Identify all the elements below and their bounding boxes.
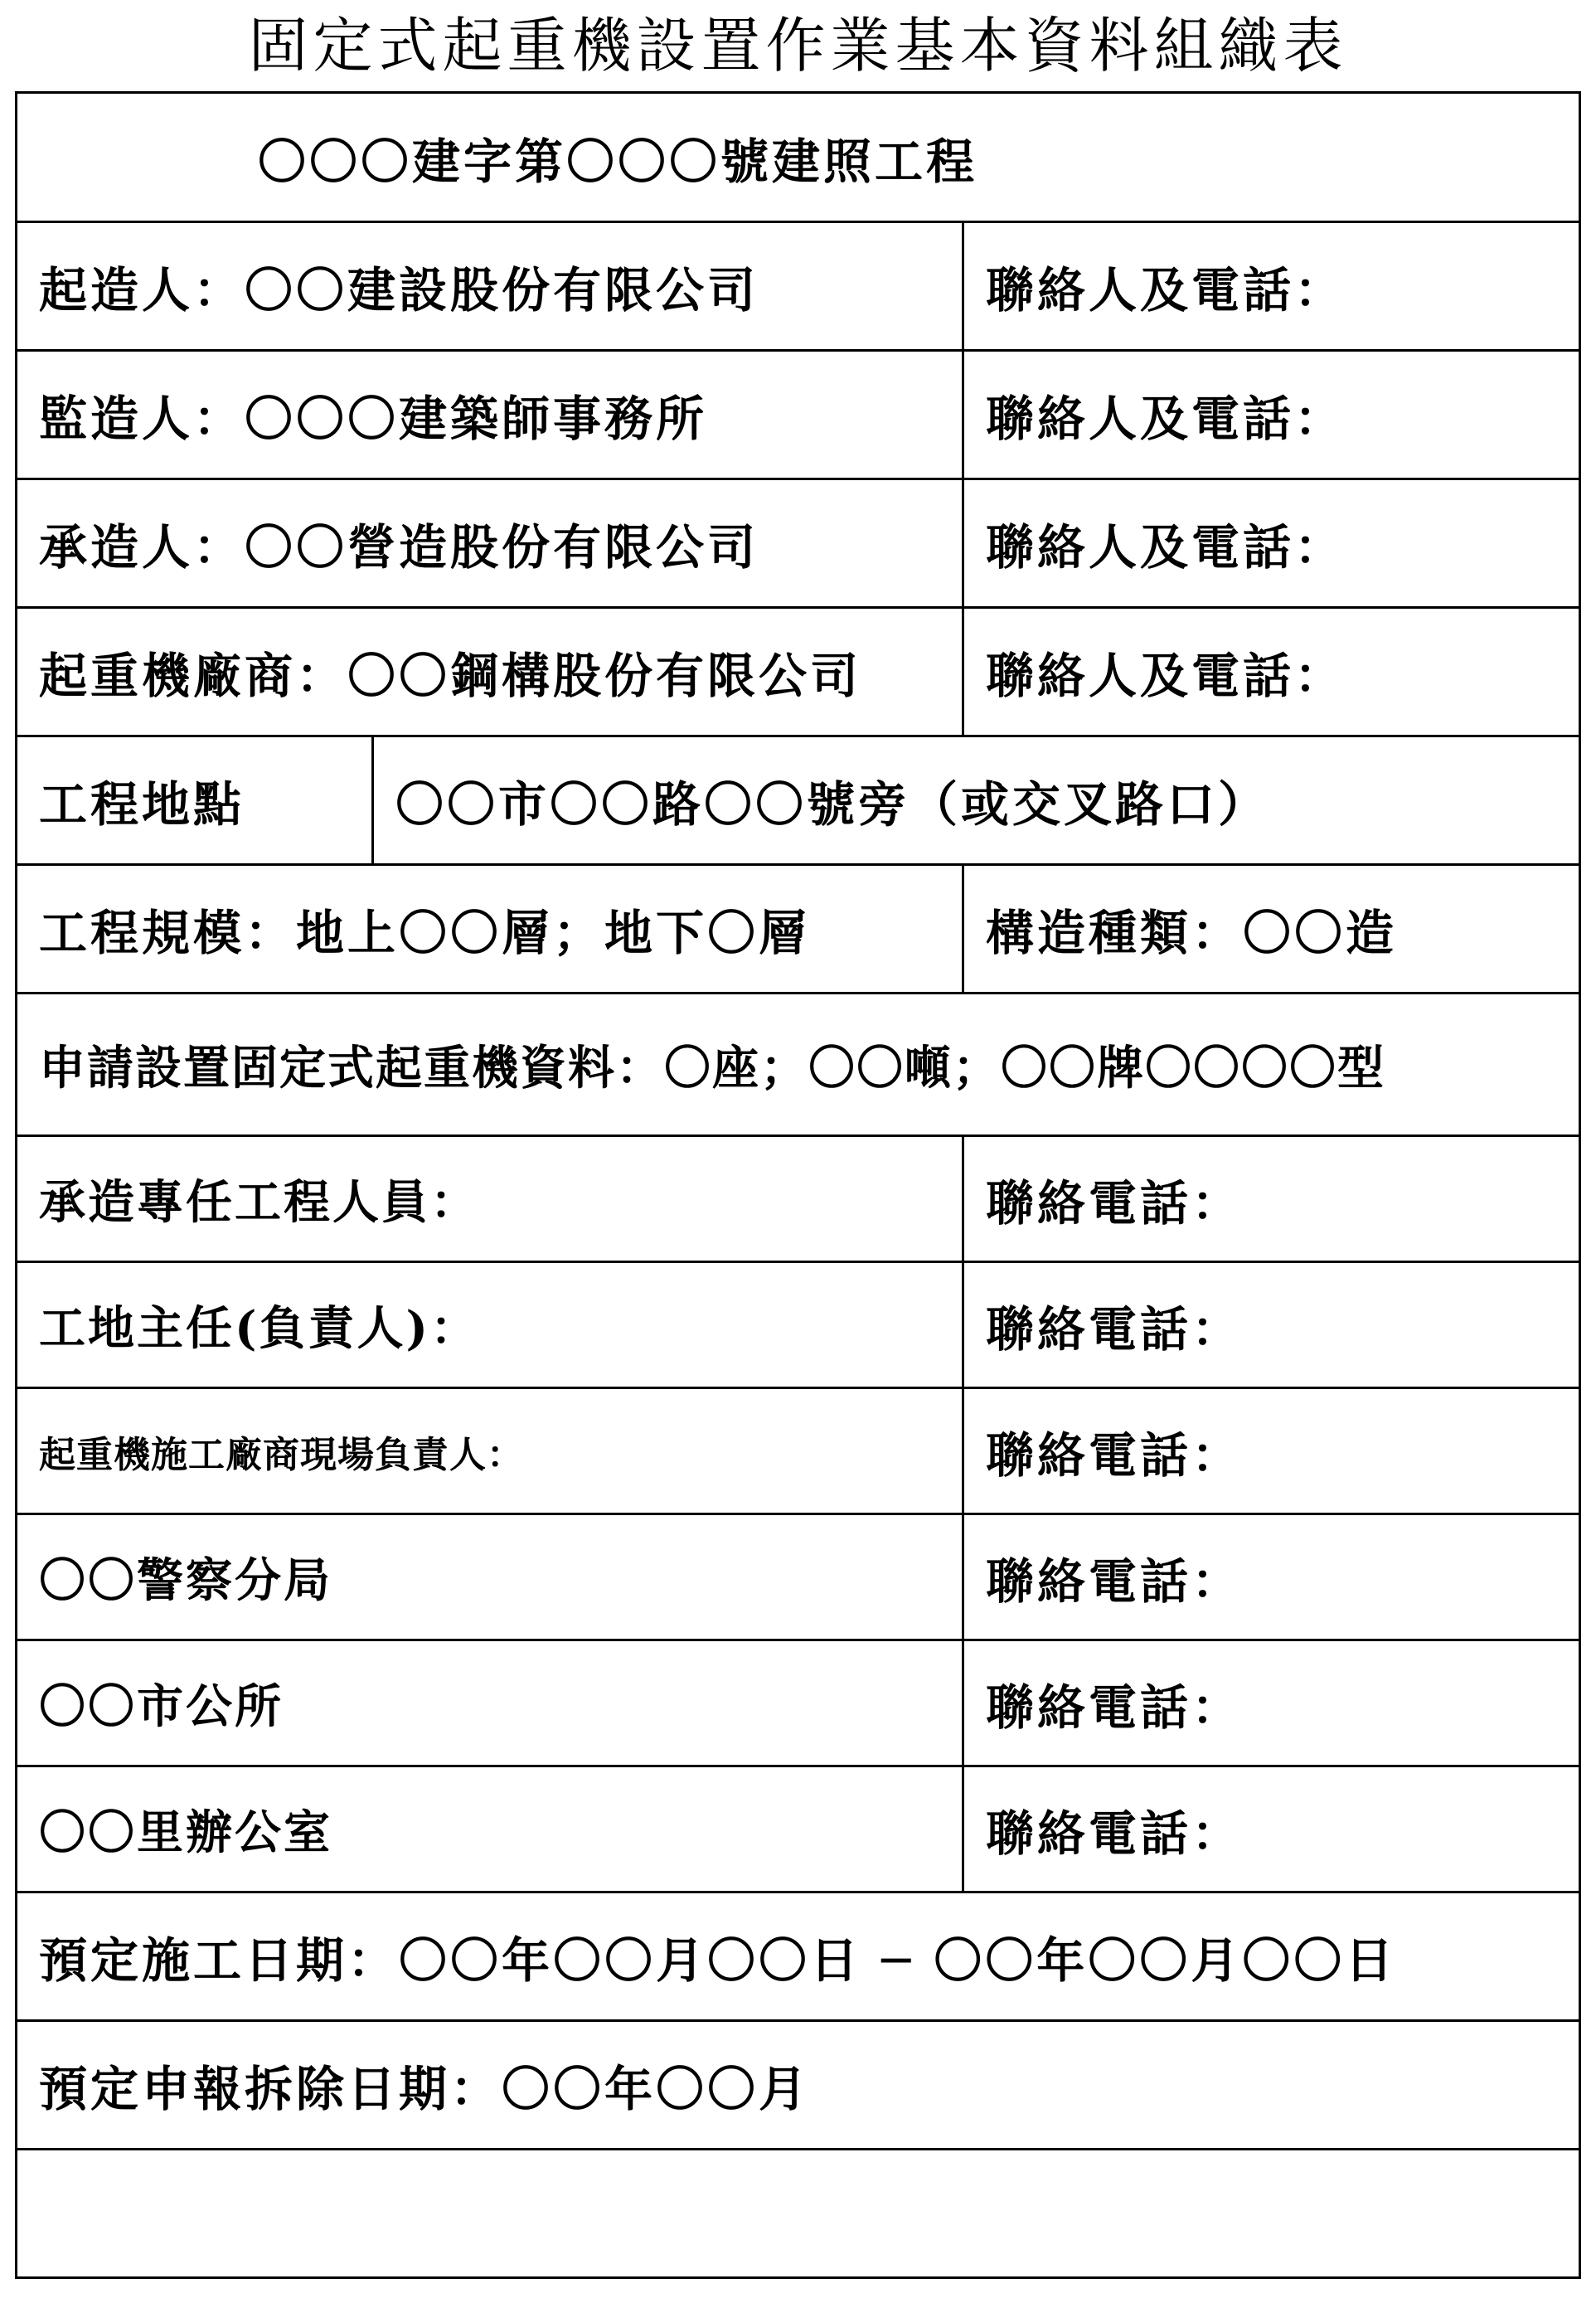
site-manager-phone-field: 聯絡電話： [963,1262,1580,1388]
party-row-contractor [17,479,1580,608]
personnel-row-village-office [17,1766,1580,1892]
equipment-row [17,994,1580,1136]
police-station-field: 〇〇警察分局 [17,1514,963,1640]
removal-row [17,2021,1580,2150]
contractor-contact-field: 聯絡人及電話： [963,479,1580,608]
party-row-owner [17,222,1580,351]
crane-vendor-field: 起重機廠商：〇〇鋼構股份有限公司 [17,608,963,736]
personnel-row-site-manager [17,1262,1580,1388]
supervisor-contact-field: 聯絡人及電話： [963,351,1580,479]
site-value: 〇〇市〇〇路〇〇號旁（或交叉路口） [373,736,1580,865]
supervisor-field: 監造人：〇〇〇建築師事務所 [17,351,963,479]
scale-row [17,865,1580,994]
site-label: 工程地點 [17,736,373,865]
form-title: 固定式起重機設置作業基本資料組織表 [248,11,1348,80]
blank-row [17,2150,1580,2278]
village-office-phone-field: 聯絡電話： [963,1766,1580,1892]
schedule-row [17,1892,1580,2021]
scale-field: 工程規模：地上〇〇層；地下〇層 [17,865,963,994]
site-row [17,736,1580,865]
organization-form-table [15,91,1581,2279]
structure-type-field: 構造種類：〇〇造 [963,865,1580,994]
personnel-row-engineer [17,1136,1580,1262]
crane-site-lead-phone-field: 聯絡電話： [963,1388,1580,1514]
permit-number: 〇〇〇建字第〇〇〇號建照工程 [17,93,1580,222]
city-office-field: 〇〇市公所 [17,1640,963,1766]
permit-row [17,93,1580,222]
village-office-field: 〇〇里辦公室 [17,1766,963,1892]
party-row-supervisor [17,351,1580,479]
removal-date-field: 預定申報拆除日期：〇〇年〇〇月 [17,2021,1580,2150]
owner-contact-field: 聯絡人及電話： [963,222,1580,351]
crane-site-lead-field: 起重機施工廠商現場負責人： [17,1388,963,1514]
city-office-phone-field: 聯絡電話： [963,1640,1580,1766]
party-row-crane-vendor [17,608,1580,736]
construction-schedule-field: 預定施工日期：〇〇年〇〇月〇〇日 ─ 〇〇年〇〇月〇〇日 [17,1892,1580,2021]
crane-equipment-field: 申請設置固定式起重機資料：〇座；〇〇噸；〇〇牌〇〇〇〇型 [17,994,1580,1136]
contractor-field: 承造人：〇〇營造股份有限公司 [17,479,963,608]
site-manager-field: 工地主任(負責人)： [17,1262,963,1388]
personnel-row-city-office [17,1640,1580,1766]
police-phone-field: 聯絡電話： [963,1514,1580,1640]
engineer-phone-field: 聯絡電話： [963,1136,1580,1262]
blank-field [17,2150,1580,2278]
crane-vendor-contact-field: 聯絡人及電話： [963,608,1580,736]
owner-field: 起造人：〇〇建設股份有限公司 [17,222,963,351]
engineer-field: 承造專任工程人員： [17,1136,963,1262]
personnel-row-crane-site-lead [17,1388,1580,1514]
personnel-row-police [17,1514,1580,1640]
